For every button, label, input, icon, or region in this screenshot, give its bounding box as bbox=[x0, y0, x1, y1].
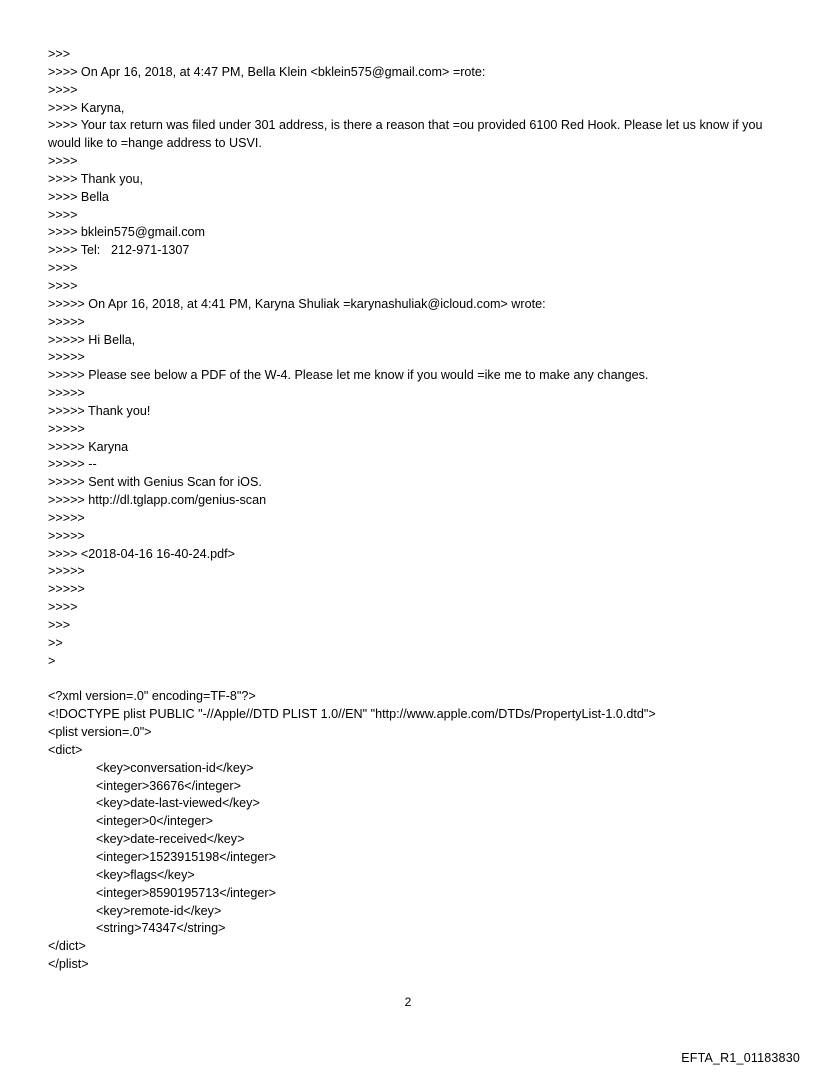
email-quote-line: >>>> <2018-04-16 16-40-24.pdf> bbox=[48, 546, 235, 561]
plist-line: <plist version=.0"> bbox=[48, 725, 152, 740]
email-quote-line: >>>>> -- bbox=[48, 457, 97, 472]
email-quote-line: >>>> Karyna, bbox=[48, 100, 125, 115]
page-number: 2 bbox=[404, 995, 412, 1009]
plist-dict-line: <string>74347</string> bbox=[96, 921, 226, 936]
email-quote-line: >>>>> http://dl.tglapp.com/genius-scan bbox=[48, 493, 267, 508]
plist-dict-line: <integer>0</integer> bbox=[96, 814, 213, 829]
plist-line: </dict> bbox=[48, 939, 86, 954]
email-quote-line: >>>>> bbox=[48, 582, 85, 597]
email-quote-line: >>>> Bella bbox=[48, 189, 109, 204]
email-quote-line: >>>>> bbox=[48, 386, 85, 401]
email-quote-line: >>>> Your tax return was filed under 301 address, is there a reason that =ou provided 6100 Red Hook. Please let us know if you would like to =hange address to USVI. bbox=[48, 118, 766, 151]
plist-dict-line: <integer>8590195713</integer> bbox=[96, 885, 276, 900]
plist-dict-line: <key>date-last-viewed</key> bbox=[96, 796, 260, 811]
email-quote-line: >>>>> Karyna bbox=[48, 439, 129, 454]
email-quote-line: >>>> bbox=[48, 600, 78, 615]
email-quote-line: >>>> On Apr 16, 2018, at 4:47 PM, Bella Klein <bklein575@gmail.com> =rote: bbox=[48, 64, 486, 79]
email-quote-line: >>>>> bbox=[48, 350, 85, 365]
email-quote-line: >>>> bklein575@gmail.com bbox=[48, 225, 206, 240]
email-quote-line: >>>> Thank you, bbox=[48, 171, 143, 186]
email-quote-line: >>>>> bbox=[48, 564, 85, 579]
email-quote-line: >>>> Tel: 212-971-1307 bbox=[48, 243, 190, 258]
email-quote-line: >>> bbox=[48, 47, 71, 61]
email-quote-line: >>>>> Thank you! bbox=[48, 403, 151, 418]
email-quote-line: > bbox=[48, 653, 56, 668]
plist-dict-line: <integer>1523915198</integer> bbox=[96, 849, 276, 864]
email-quote-line: >>>> bbox=[48, 207, 78, 222]
plist-dict-line: <integer>36676</integer> bbox=[96, 778, 241, 793]
email-quote-line: >>>>> bbox=[48, 510, 85, 525]
plist-dict-line: <key>date-received</key> bbox=[96, 832, 245, 847]
email-quote-line: >>>>> bbox=[48, 528, 85, 543]
email-quote-line: >>>> bbox=[48, 261, 78, 276]
plist-line: </plist> bbox=[48, 957, 89, 972]
email-quote-line: >>>>> On Apr 16, 2018, at 4:41 PM, Karyna Shuliak =karynashuliak@icloud.com> wrote: bbox=[48, 296, 546, 311]
email-quote-line: >>>>> bbox=[48, 421, 85, 436]
plist-line: <dict> bbox=[48, 742, 83, 757]
email-quote-line: >>> bbox=[48, 618, 71, 632]
email-quote-line: >>>> bbox=[48, 82, 78, 97]
email-quote-line: >>>>> Please see below a PDF of the W-4. Please let me know if you would =ike me to make any changes. bbox=[48, 368, 649, 383]
plist-dict-line: <key>flags</key> bbox=[96, 867, 195, 882]
plist-line: <?xml version=.0" encoding=TF-8"?> bbox=[48, 689, 256, 704]
bates-number: EFTA_R1_01183830 bbox=[681, 1051, 800, 1065]
document-body bbox=[48, 46, 778, 974]
plist-dict-line: <key>remote-id</key> bbox=[96, 903, 222, 918]
plist-dict-line: <key>conversation-id</key> bbox=[96, 760, 254, 775]
email-quote-line: >>>> bbox=[48, 278, 78, 293]
email-quote-line: >>>>> Hi Bella, bbox=[48, 332, 136, 347]
email-quote-line: >>>>> bbox=[48, 314, 85, 329]
plist-line: <!DOCTYPE plist PUBLIC "-//Apple//DTD PLIST 1.0//EN" "http://www.apple.com/DTDs/PropertyList-1.0.dtd"> bbox=[48, 707, 656, 722]
email-quote-line: >>>>> Sent with Genius Scan for iOS. bbox=[48, 475, 262, 490]
email-quote-line: >>>> bbox=[48, 154, 78, 169]
email-quote-line bbox=[48, 671, 778, 689]
email-quote-line: >> bbox=[48, 635, 63, 650]
